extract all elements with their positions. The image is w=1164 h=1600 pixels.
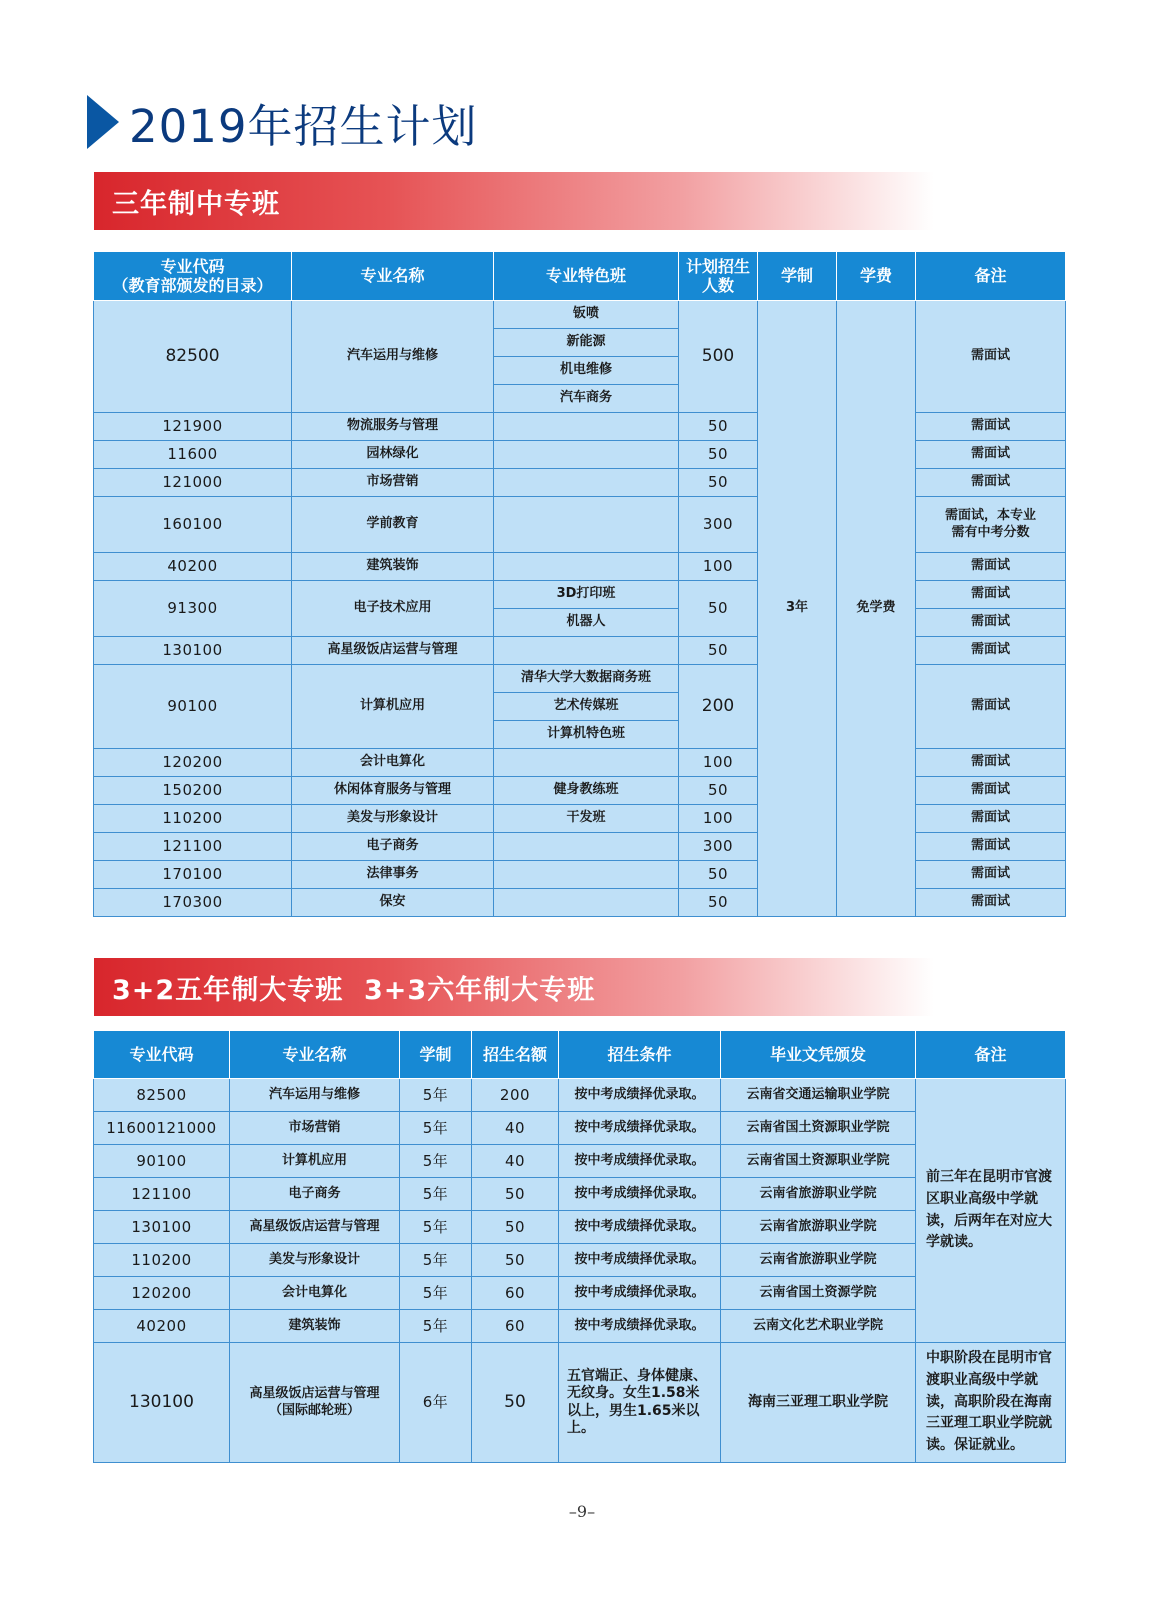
name-cell: 法律事务 <box>292 861 494 889</box>
duration-cell: 5年 <box>400 1178 472 1211</box>
code-cell: 82500 <box>94 301 292 413</box>
code-cell: 160100 <box>94 497 292 553</box>
condition-cell: 按中考成绩择优录取。 <box>559 1211 721 1244</box>
code-cell: 120200 <box>94 1277 230 1310</box>
header-name: 专业名称 <box>230 1031 400 1079</box>
name-cell: 计算机应用 <box>230 1145 400 1178</box>
condition-cell: 按中考成绩择优录取。 <box>559 1310 721 1343</box>
special-cell: 健身教练班 <box>494 777 679 805</box>
note-cell: 需面试 <box>916 637 1066 665</box>
header-code: 专业代码 <box>94 1031 230 1079</box>
name-cell: 高星级饭店运营与管理 <box>230 1211 400 1244</box>
code-cell: 40200 <box>94 553 292 581</box>
special-cell <box>494 497 679 553</box>
special-cell <box>494 749 679 777</box>
header-fee: 学费 <box>837 252 916 301</box>
quota-cell: 50 <box>472 1178 559 1211</box>
special-cell: 计算机特色班 <box>494 721 679 749</box>
duration-cell: 5年 <box>400 1310 472 1343</box>
code-cell: 121000 <box>94 469 292 497</box>
plan-cell: 50 <box>679 581 758 637</box>
duration-cell: 5年 <box>400 1277 472 1310</box>
table-row <box>94 469 1066 497</box>
section2-banner-text: 3+2五年制大专班 3+3六年制大专班 <box>112 974 596 1006</box>
table-row <box>94 301 1066 329</box>
plan-cell: 50 <box>679 861 758 889</box>
quota-cell: 50 <box>472 1211 559 1244</box>
issuer-cell: 云南省交通运输职业学院 <box>721 1079 916 1112</box>
special-cell: 干发班 <box>494 805 679 833</box>
issuer-cell: 云南省国土资源职业学院 <box>721 1112 916 1145</box>
name-cell: 计算机应用 <box>292 665 494 749</box>
name-cell: 电子商务 <box>292 833 494 861</box>
page-number: –9– <box>568 1502 596 1521</box>
note-cell: 需面试 <box>916 609 1066 637</box>
table-row <box>94 497 1066 553</box>
special-cell: 机电维修 <box>494 357 679 385</box>
issuer-cell: 海南三亚理工职业学院 <box>721 1343 916 1463</box>
issuer-cell: 云南省旅游职业学院 <box>721 1211 916 1244</box>
code-cell: 130100 <box>94 1211 230 1244</box>
plan-cell: 50 <box>679 441 758 469</box>
plan-cell: 300 <box>679 497 758 553</box>
issuer-cell: 云南省国土资源学院 <box>721 1277 916 1310</box>
code-cell: 90100 <box>94 665 292 749</box>
name-cell: 物流服务与管理 <box>292 413 494 441</box>
table-row <box>94 413 1066 441</box>
header-plan: 计划招生 人数 <box>679 252 758 301</box>
condition-cell: 按中考成绩择优录取。 <box>559 1178 721 1211</box>
name-cell: 市场营销 <box>292 469 494 497</box>
note-cell: 需面试 <box>916 581 1066 609</box>
note-cell: 需面试 <box>916 469 1066 497</box>
plan-cell: 100 <box>679 805 758 833</box>
special-cell <box>494 441 679 469</box>
code-cell: 40200 <box>94 1310 230 1343</box>
note-cell: 中职阶段在昆明市官渡职业高级中学就读，高职阶段在海南三亚理工职业学院就读。保证就业。 <box>916 1343 1066 1463</box>
name-cell: 保安 <box>292 889 494 917</box>
note-cell: 需面试 <box>916 553 1066 581</box>
plan-cell: 50 <box>679 413 758 441</box>
header-condition: 招生条件 <box>559 1031 721 1079</box>
name-cell: 园林绿化 <box>292 441 494 469</box>
name-cell: 电子商务 <box>230 1178 400 1211</box>
page-title: 2019年招生计划 <box>129 99 478 153</box>
name-cell: 休闲体育服务与管理 <box>292 777 494 805</box>
table-row <box>94 441 1066 469</box>
special-cell <box>494 637 679 665</box>
plan-cell: 50 <box>679 889 758 917</box>
quota-cell: 40 <box>472 1112 559 1145</box>
special-cell: 艺术传媒班 <box>494 693 679 721</box>
table-row <box>94 1079 1066 1112</box>
quota-cell: 60 <box>472 1310 559 1343</box>
condition-cell: 按中考成绩择优录取。 <box>559 1145 721 1178</box>
table-row <box>94 805 1066 833</box>
code-cell: 90100 <box>94 1145 230 1178</box>
note-cell: 需面试 <box>916 301 1066 413</box>
plan-cell: 100 <box>679 553 758 581</box>
name-cell: 建筑装饰 <box>292 553 494 581</box>
note-cell: 需面试 <box>916 665 1066 749</box>
header-duration: 学制 <box>400 1031 472 1079</box>
quota-cell: 60 <box>472 1277 559 1310</box>
code-cell: 130100 <box>94 637 292 665</box>
header-name: 专业名称 <box>292 252 494 301</box>
condition-cell: 按中考成绩择优录取。 <box>559 1277 721 1310</box>
name-cell: 学前教育 <box>292 497 494 553</box>
quota-cell: 40 <box>472 1145 559 1178</box>
special-cell <box>494 413 679 441</box>
table-row <box>94 833 1066 861</box>
condition-cell: 按中考成绩择优录取。 <box>559 1244 721 1277</box>
page-title-block <box>87 93 478 151</box>
table-row <box>94 1343 1066 1463</box>
special-cell: 汽车商务 <box>494 385 679 413</box>
special-cell <box>494 861 679 889</box>
fee-cell: 免学费 <box>837 301 916 917</box>
header-duration: 学制 <box>758 252 837 301</box>
note-cell: 需面试，本专业 需有中考分数 <box>916 497 1066 553</box>
condition-cell: 五官端正、身体健康、无纹身。女生1.58米以上，男生1.65米以上。 <box>559 1343 721 1463</box>
code-cell: 110200 <box>94 1244 230 1277</box>
header-note: 备注 <box>916 252 1066 301</box>
name-cell: 汽车运用与维修 <box>230 1079 400 1112</box>
issuer-cell: 云南省国土资源职业学院 <box>721 1145 916 1178</box>
issuer-cell: 云南文化艺术职业学院 <box>721 1310 916 1343</box>
quota-cell: 50 <box>472 1343 559 1463</box>
code-cell: 121100 <box>94 1178 230 1211</box>
condition-cell: 按中考成绩择优录取。 <box>559 1112 721 1145</box>
note-cell: 需面试 <box>916 861 1066 889</box>
table-row <box>94 749 1066 777</box>
table-row <box>94 553 1066 581</box>
name-cell: 美发与形象设计 <box>292 805 494 833</box>
name-cell: 建筑装饰 <box>230 1310 400 1343</box>
duration-cell: 5年 <box>400 1112 472 1145</box>
special-cell: 钣喷 <box>494 301 679 329</box>
five-six-year-plan-table <box>93 1030 1066 1463</box>
table-row <box>94 665 1066 693</box>
plan-cell: 50 <box>679 777 758 805</box>
duration-cell: 5年 <box>400 1079 472 1112</box>
section1-banner-text: 三年制中专班 <box>112 188 280 220</box>
quota-cell: 200 <box>472 1079 559 1112</box>
duration-cell: 6年 <box>400 1343 472 1463</box>
name-cell: 美发与形象设计 <box>230 1244 400 1277</box>
note-cell: 前三年在昆明市官渡区职业高级中学就读，后两年在对应大学就读。 <box>916 1079 1066 1343</box>
plan-cell: 200 <box>679 665 758 749</box>
code-cell: 170300 <box>94 889 292 917</box>
table-header-row <box>94 252 1066 301</box>
special-cell: 新能源 <box>494 329 679 357</box>
code-cell: 82500 <box>94 1079 230 1112</box>
name-cell: 高星级饭店运营与管理 <box>292 637 494 665</box>
note-cell: 需面试 <box>916 413 1066 441</box>
three-year-plan-table <box>93 251 1066 917</box>
special-cell <box>494 833 679 861</box>
issuer-cell: 云南省旅游职业学院 <box>721 1244 916 1277</box>
note-cell: 需面试 <box>916 805 1066 833</box>
issuer-cell: 云南省旅游职业学院 <box>721 1178 916 1211</box>
special-cell <box>494 469 679 497</box>
plan-cell: 300 <box>679 833 758 861</box>
header-quota: 招生名额 <box>472 1031 559 1079</box>
table-row <box>94 889 1066 917</box>
table-row <box>94 581 1066 609</box>
special-cell: 3D打印班 <box>494 581 679 609</box>
note-cell: 需面试 <box>916 777 1066 805</box>
code-cell: 91300 <box>94 581 292 637</box>
code-cell: 150200 <box>94 777 292 805</box>
header-special: 专业特色班 <box>494 252 679 301</box>
plan-cell: 50 <box>679 637 758 665</box>
table-row <box>94 777 1066 805</box>
header-note: 备注 <box>916 1031 1066 1079</box>
name-cell: 会计电算化 <box>292 749 494 777</box>
section1-banner <box>94 172 934 230</box>
table-row <box>94 861 1066 889</box>
special-cell <box>494 553 679 581</box>
name-cell: 高星级饭店运营与管理 （国际邮轮班） <box>230 1343 400 1463</box>
code-cell: 170100 <box>94 861 292 889</box>
header-issuer: 毕业文凭颁发 <box>721 1031 916 1079</box>
section2-banner <box>94 958 934 1016</box>
duration-cell: 5年 <box>400 1145 472 1178</box>
code-cell: 130100 <box>94 1343 230 1463</box>
code-cell: 110200 <box>94 805 292 833</box>
special-cell <box>494 889 679 917</box>
quota-cell: 50 <box>472 1244 559 1277</box>
special-cell: 机器人 <box>494 609 679 637</box>
condition-cell: 按中考成绩择优录取。 <box>559 1079 721 1112</box>
code-cell: 121100 <box>94 833 292 861</box>
special-cell: 清华大学大数据商务班 <box>494 665 679 693</box>
duration-cell: 3年 <box>758 301 837 917</box>
code-cell: 121900 <box>94 413 292 441</box>
table-row <box>94 637 1066 665</box>
plan-cell: 100 <box>679 749 758 777</box>
note-cell: 需面试 <box>916 889 1066 917</box>
note-cell: 需面试 <box>916 833 1066 861</box>
code-cell: 11600 <box>94 441 292 469</box>
code-cell: 120200 <box>94 749 292 777</box>
name-cell: 市场营销 <box>230 1112 400 1145</box>
plan-cell: 50 <box>679 469 758 497</box>
code-cell: 11600121000 <box>94 1112 230 1145</box>
plan-cell: 500 <box>679 301 758 413</box>
name-cell: 电子技术应用 <box>292 581 494 637</box>
note-cell: 需面试 <box>916 749 1066 777</box>
duration-cell: 5年 <box>400 1244 472 1277</box>
header-code: 专业代码 （教育部颁发的目录） <box>94 252 292 301</box>
duration-cell: 5年 <box>400 1211 472 1244</box>
name-cell: 汽车运用与维修 <box>292 301 494 413</box>
title-triangle-icon <box>87 95 119 149</box>
table-header-row <box>94 1031 1066 1079</box>
name-cell: 会计电算化 <box>230 1277 400 1310</box>
note-cell: 需面试 <box>916 441 1066 469</box>
